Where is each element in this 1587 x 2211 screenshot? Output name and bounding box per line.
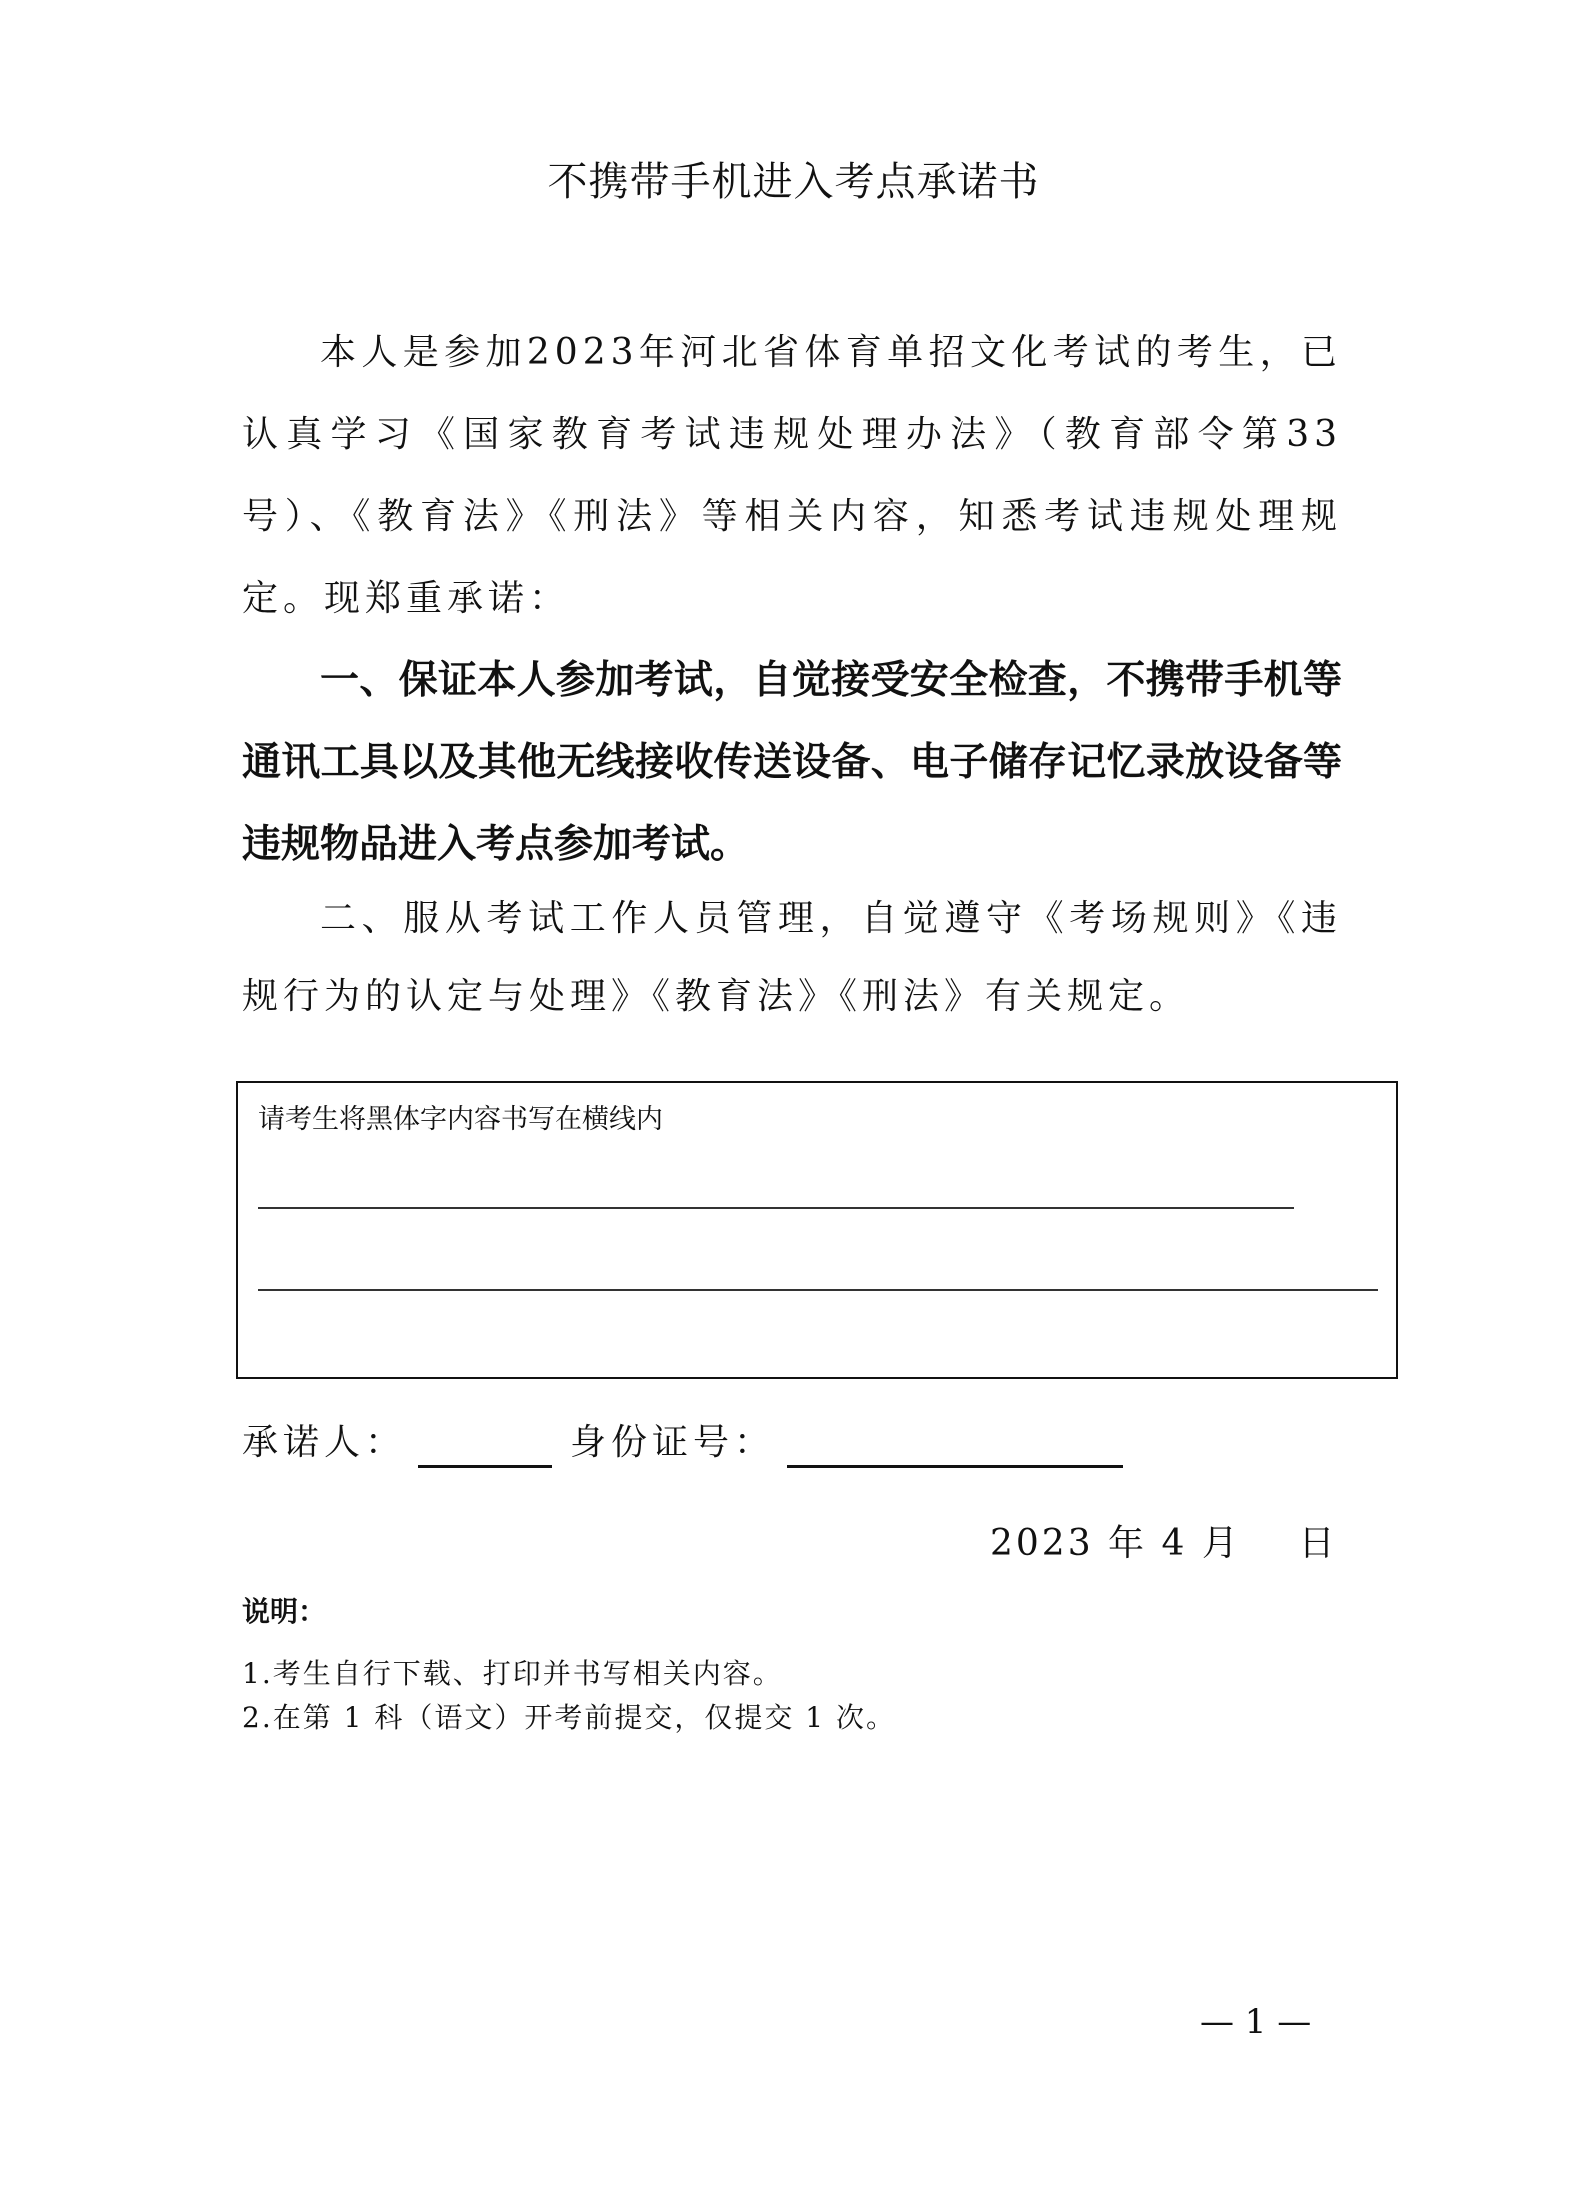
date-line: 2023 年 4 月 日 xyxy=(990,1523,1338,1564)
intro-paragraph: 本人是参加2023年河北省体育单招文化考试的考生，已认真学习《国家教育考试违规处理办法》（教育部令第33号）、《教育法》《刑法》等相关内容，知悉考试违规处理规定。现郑重承诺： xyxy=(242,332,1342,619)
note-item-1: 1.考生自行下载、打印并书写相关内容。 xyxy=(242,1657,783,1690)
handwriting-box xyxy=(236,1081,1398,1379)
handwriting-box-label: 请考生将黑体字内容书写在横线内 xyxy=(258,1104,663,1135)
handwriting-line-1[interactable] xyxy=(258,1207,1294,1209)
page-number: — 1 — xyxy=(1200,2002,1312,2042)
notes-list xyxy=(242,1652,896,1740)
note-item-2: 2.在第 1 科（语文）开考前提交，仅提交 1 次。 xyxy=(242,1701,896,1734)
document-title: 不携带手机进入考点承诺书 xyxy=(547,159,1040,205)
pledger-label: 承诺人： xyxy=(242,1422,407,1463)
pledge-item-1: 一、保证本人参加考试，自觉接受安全检查，不携带手机等通讯工具以及其他无线接收传送设备、电子储存记忆录放设备等违规物品进入考点参加考试。 xyxy=(242,658,1342,867)
handwriting-line-2[interactable] xyxy=(258,1289,1378,1291)
signature-row xyxy=(242,1418,1123,1468)
id-number-blank[interactable] xyxy=(787,1423,1123,1468)
pledger-name-blank[interactable] xyxy=(418,1423,552,1468)
pledge-item-2: 二、服从考试工作人员管理，自觉遵守《考场规则》《违规行为的认定与处理》《教育法》《刑法》有关规定。 xyxy=(242,898,1342,1017)
id-number-label: 身份证号： xyxy=(570,1422,776,1463)
notes-title: 说明： xyxy=(242,1595,327,1628)
